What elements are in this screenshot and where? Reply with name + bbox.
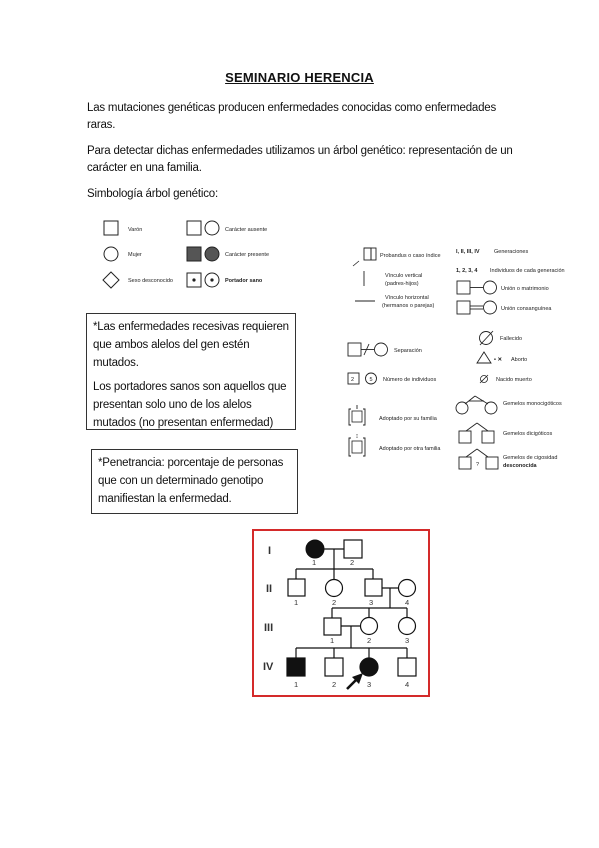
legend-proband [353,248,441,266]
svg-text:Adoptado por otra familia: Adoptado por otra familia [379,446,441,452]
svg-text:• ✕: • ✕ [494,357,503,363]
svg-text:Gemelos dicigóticos: Gemelos dicigóticos [503,431,553,437]
legend-proband-label: Probandus o caso índice [380,253,441,259]
pedigree-female [326,580,343,597]
penetrance-note-text: *Penetrancia: porcentaje de personas que con un determinado genotipo manifiestan la enfermedad. [98,457,284,505]
proband-arrow-icon [353,261,359,266]
union-icon [484,281,497,294]
svg-text:3: 3 [369,598,374,607]
generation-label-3: III [264,622,274,634]
svg-text:1: 1 [330,636,335,645]
pedigree-female [399,580,416,597]
svg-text:1: 1 [312,558,317,567]
svg-text:Fallecido: Fallecido [500,336,523,342]
abortion-triangle-icon [477,352,491,363]
legend-varon [104,221,142,235]
svg-text:Unión o matrimonio: Unión o matrimonio [501,286,549,292]
svg-text:1: 1 [294,598,299,607]
recessive-note-box [86,313,296,430]
pedigree-male [324,618,341,635]
legend-aborto [477,352,527,363]
svg-text:1, 2, 3, 4: 1, 2, 3, 4 [456,268,478,274]
affected-circle-icon [205,247,219,261]
carrier-note-text: Los portadores sanos son aquellos que presentan solo uno de los alelos mutados (no presentan enfermedad) [93,381,287,429]
unaffected-circle-icon [205,221,219,235]
svg-text:5: 5 [369,377,373,383]
svg-text:Separación: Separación [394,348,422,354]
legend-nacido-muerto [480,375,532,383]
legend-adoptado-otra [349,434,441,456]
penetrance-note-box [91,449,298,514]
legend-vinculo-horizontal [355,295,434,309]
separation-icon [375,343,388,356]
symbology-heading: Simbología árbol genético: [87,188,218,200]
pedigree-figure [252,529,430,697]
pedigree-male [365,579,382,596]
legend-ausente-label: Carácter ausente [225,227,268,233]
generation-label-4: IV [263,661,274,673]
svg-text:4: 4 [405,680,410,689]
svg-text:Unión consanguínea: Unión consanguínea [501,306,552,312]
legend-fallecido [480,331,523,345]
diamond-icon [103,272,119,288]
pedigree-male [344,540,362,558]
adopted-out-icon [352,441,362,453]
svg-text:2: 2 [367,636,372,645]
svg-text:3: 3 [367,680,372,689]
svg-text:Número de individuos: Número de individuos [383,377,437,383]
legend-cigocidad [459,449,557,469]
legend-varon-label: Varón [128,227,143,233]
legend-sexo-desconocido [103,272,173,288]
legend-separacion [348,343,422,356]
recessive-note-text: *Las enfermedades recesivas requieren que ambos alelos del gen estén mutados. [93,321,289,369]
pedigree-female-affected [306,540,324,558]
legend-adoptado-su [349,405,438,425]
pedigree-male-affected [287,658,305,676]
legend-sexo-label: Sexo desconocido [128,278,173,284]
svg-text:3: 3 [405,636,410,645]
svg-text:Adoptado por su familia: Adoptado por su familia [379,416,437,422]
legend-dicigoticos [459,423,552,443]
svg-text:Vínculo vertical: Vínculo vertical [385,273,423,279]
legend-generaciones [456,249,528,255]
legend-portador [187,273,263,287]
pedigree-female [361,618,378,635]
proband-square-icon [364,248,376,260]
legend-individuos [456,268,565,274]
legend-mujer [104,247,142,261]
svg-text:Vínculo horizontal: Vínculo horizontal [385,295,429,301]
svg-text:2: 2 [332,680,337,689]
legend-union [457,281,549,294]
affected-square-icon [187,247,201,261]
legend-consanguinea [457,301,552,314]
page-title: SEMINARIO HERENCIA [225,70,374,85]
svg-text:(hermanos o parejas): (hermanos o parejas) [382,303,435,309]
pedigree-male [398,658,416,676]
legend-portador-label: Portador sano [225,278,263,284]
pedigree-female [399,618,416,635]
unknown-zygosity-icon [486,457,498,469]
adopted-in-icon [352,411,362,422]
pedigree-chart [254,531,428,695]
svg-text:2: 2 [351,377,355,383]
svg-text:I, II, III, IV: I, II, III, IV [456,249,480,255]
svg-text:Gemelos de cigosidad: Gemelos de cigosidad [503,455,558,461]
generation-label-2: II [266,583,273,595]
intro-paragraph: Las mutaciones genéticas producen enfermedades conocidas como enfermedades raras. [87,102,497,131]
legend-vinculo-vertical [364,271,422,287]
svg-text:4: 4 [405,598,410,607]
male-square-icon [104,221,118,235]
legend-presente-label: Carácter presente [225,252,270,258]
legend-mujer-label: Mujer [128,252,142,258]
generation-label-1: I [268,545,272,557]
svg-text:Individuos de cada generación: Individuos de cada generación [490,268,565,274]
svg-text:desconocida: desconocida [503,463,537,469]
svg-text:?: ? [476,462,480,468]
legend-caracter-ausente [187,221,267,235]
svg-text:2: 2 [350,558,355,567]
legend-caracter-presente [187,247,269,261]
definition-paragraph: Para detectar dichas enfermedades utilizamos un árbol genético: representación de un carácter en una familia. [87,145,513,174]
svg-text:(padres-hijos): (padres-hijos) [385,281,419,287]
legend-monocigoticos [456,396,562,414]
monozygotic-twins-icon [485,402,497,414]
svg-text:Gemelos monocigóticos: Gemelos monocigóticos [503,401,562,407]
pedigree-male [325,658,343,676]
svg-text:2: 2 [332,598,337,607]
svg-text:Aborto: Aborto [511,357,528,363]
unaffected-square-icon [187,221,201,235]
pedigree-male [288,579,305,596]
svg-text:Nacido muerto: Nacido muerto [496,377,532,383]
dizygotic-twins-icon [482,431,494,443]
svg-text:1: 1 [294,680,299,689]
legend-numero-individuos [348,373,436,384]
consanguineous-icon [484,301,497,314]
svg-text:Generaciones: Generaciones [494,249,529,255]
female-circle-icon [104,247,118,261]
